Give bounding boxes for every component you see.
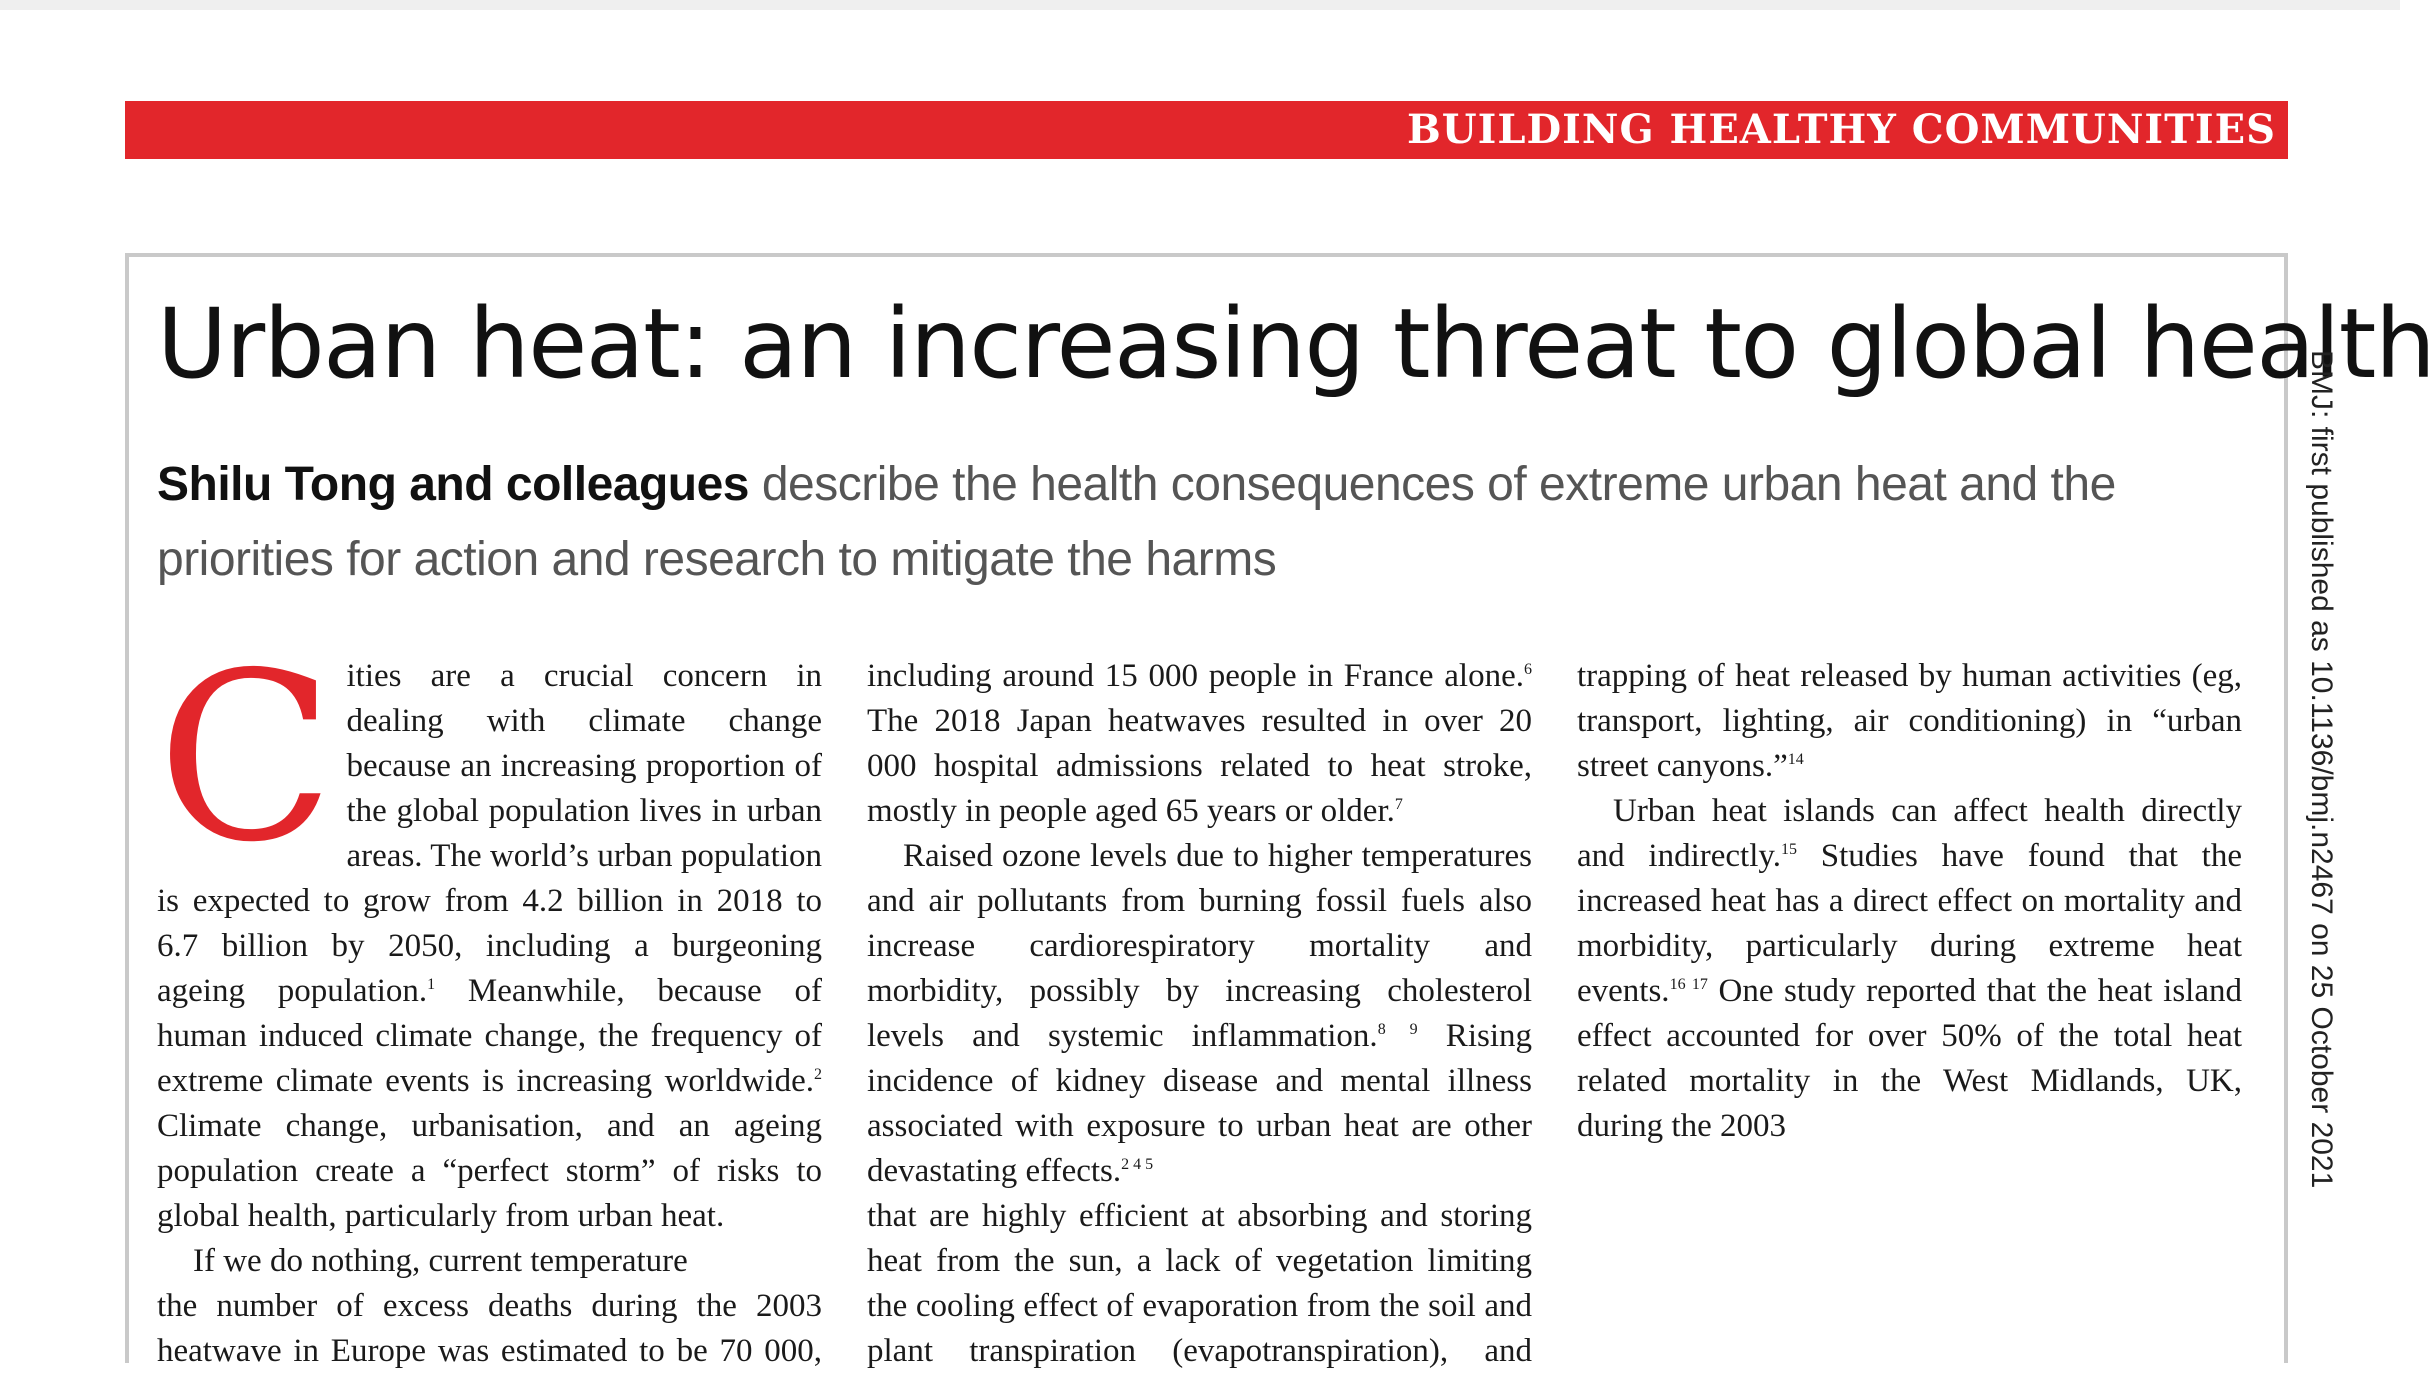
body-paragraph-5: that are highly efficient at absorbing and storing heat from the sun, a lack of vegetation limiting the cooling effect of evaporation from the soil and plant transpiration (evapotranspiration), and trapping of heat released by human activities (eg, transport, lighting, air conditioning) in “urban street canyons.”$^{14}$ [867,658,2242,1369]
citation: 6 [1524,661,1532,678]
section-label: BUILDING HEALTHY COMMUNITIES [1406,106,2276,153]
article-title: Urban heat: an increasing threat to global health [157,288,2434,400]
standfirst-authors: Shilu Tong and colleagues [157,458,749,511]
citation: 14 [1787,751,1804,768]
citation: 1 [427,976,436,993]
citation: 2 [814,1066,822,1083]
top-strip [0,0,2400,10]
citation: 2 4 5 [1121,1156,1154,1173]
standfirst-text: describe the health consequences of extreme urban heat and the priorities for action and research to mitigate the harms [157,458,2116,586]
body-paragraph-3: the number of excess deaths during the 2003 heatwave in Europe was estimated to be 70 000, including around 15 000 people in France alone.$^6$ The 2018 Japan heatwaves resulted in over 20 000 hospital admissions related to heat stroke, mostly in people aged 65 years or older.$^7$ [157,658,1532,1369]
drop-cap: C [157,623,335,893]
citation: 16 17 [1669,976,1708,993]
section-banner [125,101,2288,159]
body-paragraph-6: Urban heat islands can affect health directly and indirectly.$^{15}$ Studies have found that the increased heat has a direct effect on mortality and morbidity, particularly during extreme heat events.$^{16 17}$ One study reported that the heat island effect accounted for over 50% of the total heat related mortality in the West Midlands, UK, during the 2003 [1577,793,2242,1144]
doi-side-note: BMJ: first published as 10.1136/bmj.n2467 on 25 October 2021 [2305,350,2338,1189]
citation: 15 [1780,841,1797,858]
article-body [157,623,2242,1374]
standfirst [157,447,2217,597]
body-paragraph-1: Cities are a crucial concern in dealing with climate change because an increasing proportion of the global population lives in urban areas. The world’s urban population is expected to grow from 4.2 billion in 2018 to 6.7 billion by 2050, including a burgeoning ageing population.$^1$ Meanwhile, because of human induced climate change, the frequency of extreme climate events is increasing worldwide.$^2$ Climate change, urbanisation, and an ageing population create a “perfect storm” of risks to global health, particularly from urban heat. [157,623,822,1234]
citation: 8 9 [1377,1021,1418,1038]
citation: 7 [1394,796,1403,813]
body-paragraph-4: Raised ozone levels due to higher temperatures and air pollutants from burning fossil fuels also increase cardiorespiratory mortality and morbidity, possibly by increasing cholesterol levels and systemic inflammation.$^{8 9}$ Rising incidence of kidney disease and mental illness associated with exposure to urban heat are other devastating effects.$^{2 4 5}$ [867,838,1532,1189]
body-paragraph-2: If we do nothing, current temperature [193,1243,688,1279]
